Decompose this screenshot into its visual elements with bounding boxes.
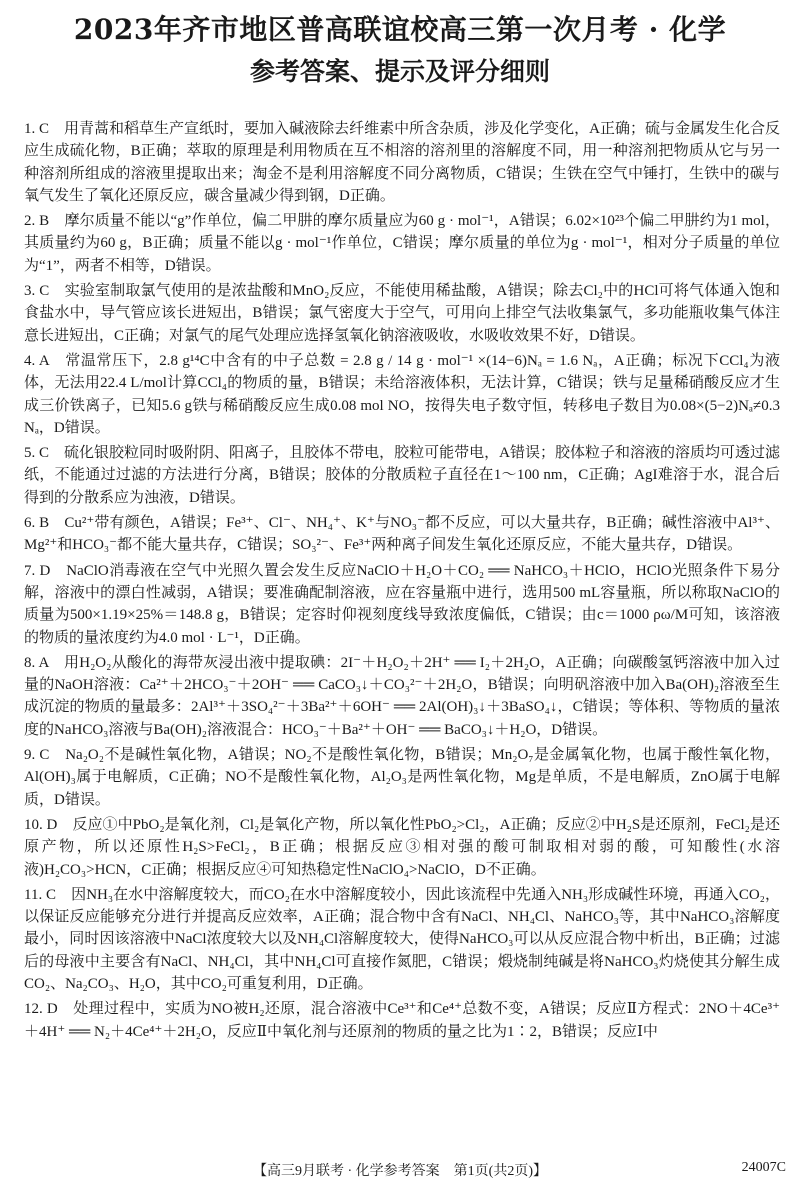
answer-item-1: 1. C 用青蒿和稻草生产宣纸时，要加入碱液除去纤维素中所含杂质，涉及化学变化，A正确；硫与金属发生化合反应生成硫化物，B正确；萃取的原理是利用物质在互不相溶的溶剂里的溶解度不同，用一种溶剂把物质从它与另一种溶剂所组成的溶液里提取出来；淘金不是利用溶解度不同分离物质，C错误；生铁在空气中锤打，生铁中的碳与氧气发生了氧化还原反应，碳含量减少得到钢，D正确。 <box>24 121 780 204</box>
answer-item-4: 4. A 常温常压下，2.8 g¹⁴C中含有的中子总数 = 2.8 g / 14 g · mol⁻¹ ×(14−6)Nₐ = 1.6 Nₐ，A正确；标况下CCl₄为液体，无法用22.4 L/mol计算CCl₄的物质的量，B错误；未给溶液体积，无法计算，C错误；铁与足量稀硝酸反应才生成三价铁离子，已知5.6 g铁与稀硝酸反应生成0.08 mol NO，按得失电子数守恒，转移电子数目为0.08×(5−2)Nₐ≠0.3 Nₐ，D错误。 <box>24 352 780 436</box>
answer-item-3: 3. C 实验室制取氯气使用的是浓盐酸和MnO₂反应，不能使用稀盐酸，A错误；除去Cl₂中的HCl可将气体通入饱和食盐水中，导气管应该长进短出，B错误；氯气密度大于空气，可用向上排空气法收集氯气，多功能瓶收集气体注意长进短出，C正确；对氯气的尾气处理应选择氢氧化钠溶液吸收，水吸收效果不好，D错误。 <box>24 283 780 344</box>
answer-item-5: 5. C 硫化银胶粒同时吸附阴、阳离子，且胶体不带电，胶粒可能带电，A错误；胶体粒子和溶液的溶质均可透过滤纸，不能通过过滤的方法进行分离，B错误；胶体的分散质粒子直径在1～100 nm，C正确；AgI难溶于水，混合后得到的分散系应为浊液，D错误。 <box>24 445 780 506</box>
answer-item-9: 9. C Na₂O₂不是碱性氧化物，A错误；NO₂不是酸性氧化物，B错误；Mn₂O₇是金属氧化物，也属于酸性氧化物，Al(OH)₃属于电解质，C正确；NO不是酸性氧化物，Al₂O₃是两性氧化物，Mg是单质，不是电解质，ZnO属于电解质，D错误。 <box>24 747 780 808</box>
page-title: 2023年齐市地区普高联谊校高三第一次月考 · 化学 <box>73 13 727 46</box>
footer-exam-code: 24007C <box>741 1160 786 1175</box>
footer-page-label: 【高三9月联考 · 化学参考答案 第1页(共2页)】 <box>253 1164 547 1179</box>
answer-item-10: 10. D 反应①中PbO₂是氧化剂，Cl₂是氧化产物，所以氧化性PbO₂>Cl₂，A正确；反应②中H₂S是还原剂，FeCl₂是还原产物，所以还原性H₂S>FeCl₂，B正确；根据反应③相对强的酸可制取相对弱的酸，可知酸性(水溶液)H₂CO₃>HCN，C正确；根据反应④可知热稳定性NaClO₄>NaClO，D不正确。 <box>24 816 780 878</box>
answer-list <box>24 118 780 1046</box>
answer-item-11: 11. C 因NH₃在水中溶解度较大，而CO₂在水中溶解度较小，因此该流程中先通入NH₃形成碱性环境，再通入CO₂，以保证反应能够充分进行并提高反应效率，A正确；混合物中含有NaCl、NH₄Cl、NaHCO₃等，其中NaHCO₃溶解度最小，同时因该溶液中NaCl浓度较大以及NH₄Cl溶解度较大，使得NaHCO₃可以从反应混合物中析出，B正确；过滤后的母液中主要含有NaCl、NH₄Cl，其中NH₄Cl可直接作氮肥，C错误；煅烧制纯碱是将NaHCO₃灼烧使其分解生成CO₂、Na₂CO₃、H₂O，其中CO₂可重复利用，D正确。 <box>24 886 780 992</box>
page-footer <box>0 1160 800 1184</box>
page-subtitle: 参考答案、提示及评分细则 <box>249 57 550 86</box>
answer-item-12: 12. D 处理过程中，实质为NO被H₂还原，混合溶液中Ce³⁺和Ce⁴⁺总数不变，A错误；反应Ⅱ方程式：2NO＋4Ce³⁺＋4H⁺ ══ N₂＋4Ce⁴⁺＋2H₂O，反应Ⅱ中氧化剂与还原剂的物质的量之比为1∶2，B错误；反应Ⅰ中 <box>24 1001 780 1040</box>
answer-item-6: 6. B Cu²⁺带有颜色，A错误；Fe³⁺、Cl⁻、NH₄⁺、K⁺与NO₃⁻都不反应，可以大量共存，B正确；碱性溶液中Al³⁺、Mg²⁺和HCO₃⁻都不能大量共存，C错误；SO₃²⁻、Fe³⁺两种离子间发生氧化还原反应，不能大量共存，D错误。 <box>24 515 780 554</box>
answer-item-2: 2. B 摩尔质量不能以“g”作单位，偏二甲肼的摩尔质量应为60 g · mol⁻¹，A错误；6.02×10²³个偏二甲肼约为1 mol，其质量约为60 g，B正确；质量不能以g · mol⁻¹作单位，C错误；摩尔质量的单位为g · mol⁻¹，相对分子质量的单位为“1”，两者不相等，D错误。 <box>24 213 780 274</box>
answer-item-7: 7. D NaClO消毒液在空气中光照久置会发生反应NaClO＋H₂O＋CO₂ ══ NaHCO₃＋HClO，HClO光照条件下易分解，溶液中的漂白性减弱，A错误；要准确配制溶液，应在容量瓶中进行，选用500 mL容量瓶，所以称取NaClO的质量为500×1.19×25%＝148.8 g，B错误；定容时仰视刻度线导致浓度偏低，C错误；由c＝1000 ρω/M可知，该溶液的物质的量浓度约为4.0 mol · L⁻¹，D正确。 <box>24 562 780 646</box>
answer-item-8: 8. A 用H₂O₂从酸化的海带灰浸出液中提取碘：2I⁻＋H₂O₂＋2H⁺ ══ I₂＋2H₂O，A正确；向碳酸氢钙溶液中加入过量的NaOH溶液：Ca²⁺＋2HCO₃⁻＋2OH⁻ ══ CaCO₃↓＋CO₃²⁻＋2H₂O，B错误；向明矾溶液中加入Ba(OH)₂溶液至生成沉淀的物质的量最多：2Al³⁺＋3SO₄²⁻＋3Ba²⁺＋6OH⁻ ══ 2Al(OH)₃↓＋3BaSO₄↓，C错误；等体积、等物质的量浓度的NaHCO₃溶液与Ba(OH)₂溶液混合：HCO₃⁻＋Ba²⁺＋OH⁻ ══ BaCO₃↓＋H₂O，D错误。 <box>24 654 780 738</box>
